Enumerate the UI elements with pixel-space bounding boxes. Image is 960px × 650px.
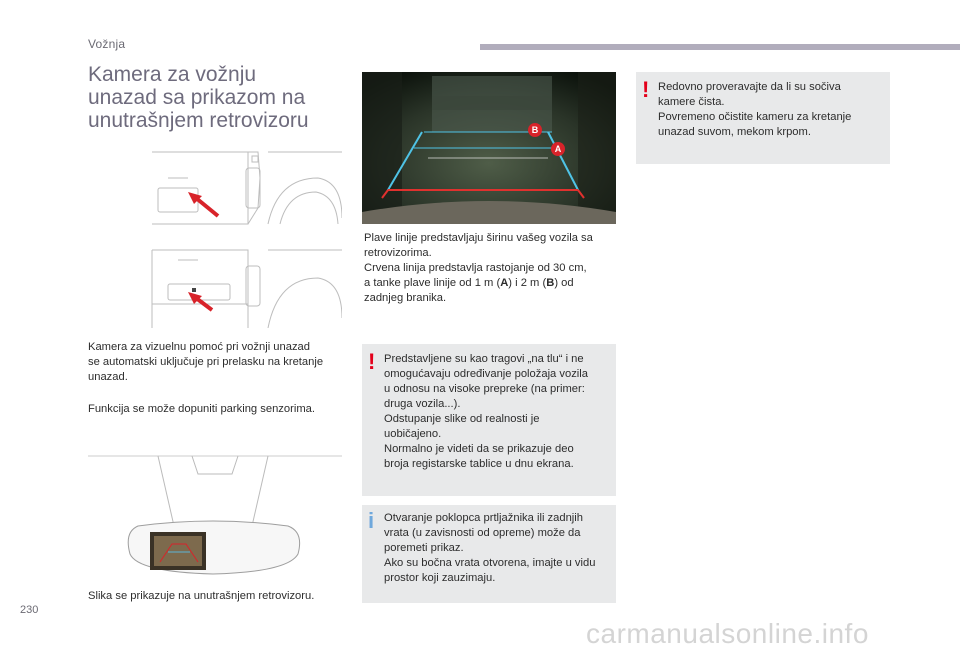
watermark: carmanualsonline.info — [586, 618, 869, 649]
section-label: Vožnja — [88, 37, 126, 51]
info-note-tailgate-text: Otvaranje poklopca prtljažnika ili zadnjih vrata (u zavisnosti od opreme) može da poremeti prikaz. Ako su bočna vrata otvorena, imajte u vidu prostor koji zauzimaju. — [384, 512, 596, 584]
header-accent-bar — [480, 44, 960, 50]
warning-icon: ! — [642, 77, 650, 102]
warning-note-guides — [362, 344, 616, 496]
camera-label-a: A — [551, 142, 565, 156]
info-icon: i — [368, 508, 375, 533]
camera-arrow-icon — [188, 292, 212, 310]
guide-lines-label-a: A — [500, 277, 509, 289]
rear-van-illustration-bottom — [148, 248, 342, 328]
page-title: Kamera za vožnju unazad sa prikazom na unutrašnjem retrovizoru — [88, 63, 309, 132]
camera-intro-text: Kamera za vizuelnu pomoć pri vožnji unazad se automatski uključuje pri prelasku na kretanje unazad. — [88, 341, 324, 383]
camera-label-b: B — [528, 123, 542, 137]
warning-icon: ! — [368, 349, 376, 374]
warning-note-guides-text: Predstavljene su kao tragovi „na tlu“ i ne omogućavaju određivanje položaja vozila u odnosu na visoke prepreke (na primer: druga vozila...). Odstupanje slike od realnosti je uobičajeno. Normalno je videti da se prikazuje deo broja registarske tablice u dnu ekrana. — [384, 353, 588, 470]
guide-lines-text-1: Plave linije predstavljaju širinu vašeg vozila sa retrovizorima. Crvena linija predstavlja rastojanje od 30 cm, a tanke plave linije od 1 m ( — [364, 232, 593, 289]
camera-view-image — [362, 72, 616, 224]
page-number: 230 — [20, 604, 39, 616]
warning-note-clean-lens-text: Redovno proveravajte da li su sočiva kamere čista. Povremeno očistite kameru za kretanje unazad suvom, mekom krpom. — [658, 81, 852, 138]
rear-van-illustration-top — [148, 148, 342, 228]
parking-sensors-text: Funkcija se može dopuniti parking senzorima. — [88, 403, 315, 415]
guide-lines-description — [364, 231, 618, 306]
guide-lines-label-b: B — [546, 277, 555, 289]
info-note-tailgate — [362, 505, 616, 603]
guide-lines-text-3: ) od zadnjeg branika. — [364, 277, 574, 304]
guide-lines-text-2: ) i 2 m ( — [508, 277, 547, 289]
rearview-mirror-illustration — [88, 440, 342, 582]
warning-note-clean-lens — [636, 72, 890, 164]
mirror-caption: Slika se prikazuje na unutrašnjem retrovizoru. — [88, 590, 315, 602]
